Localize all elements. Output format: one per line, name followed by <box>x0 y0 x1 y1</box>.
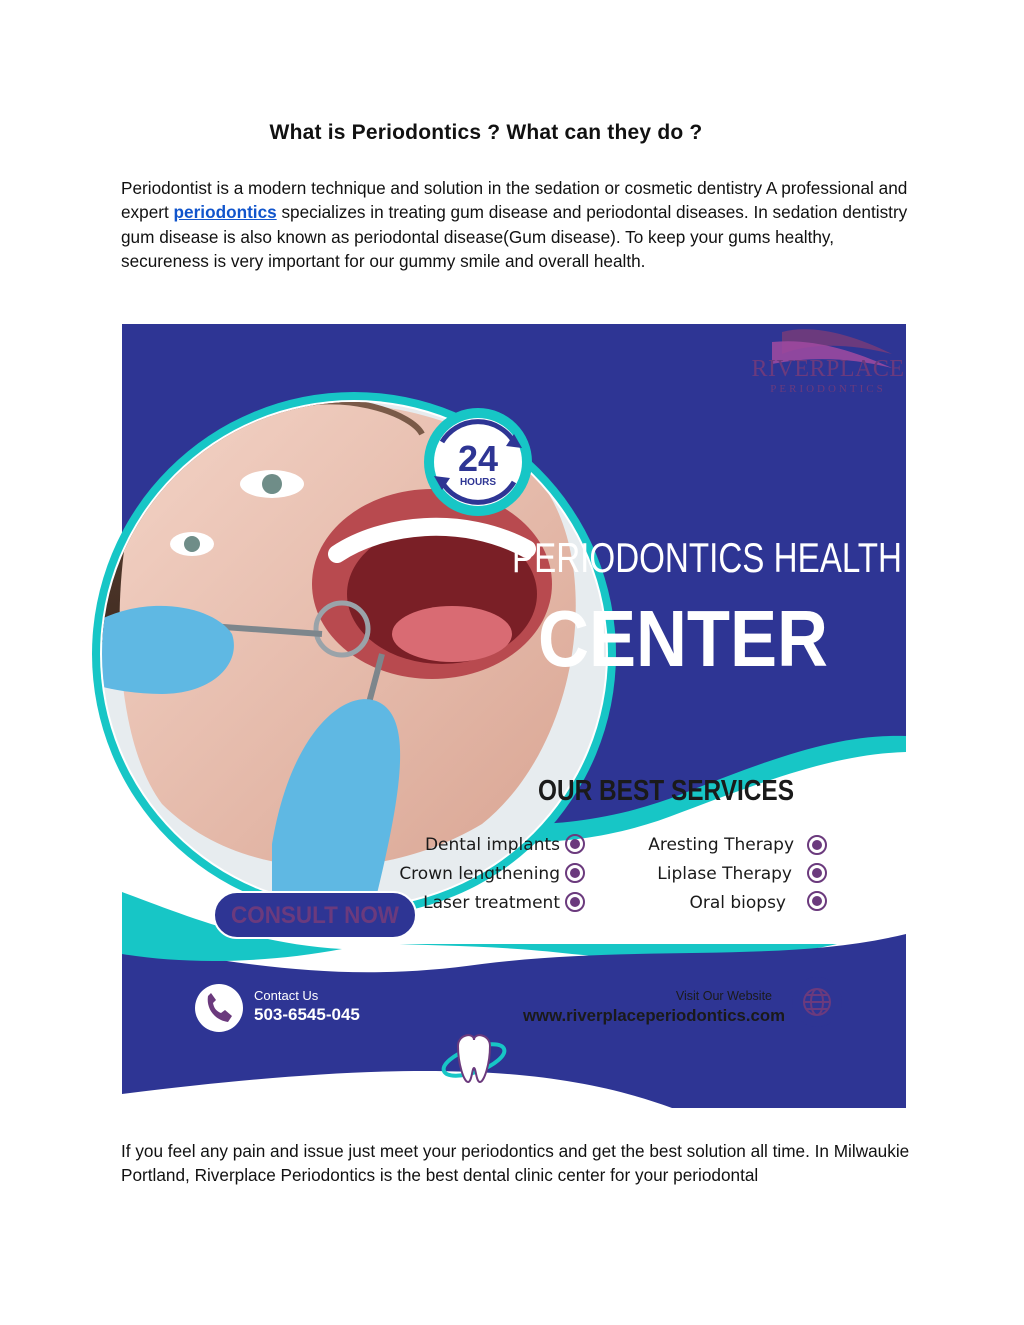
outro-paragraph: If you feel any pain and issue just meet your periodontics and get the best solution all time. In Milwaukie Portland, Riverplace Periodontics is the best dental clinic center for your periodontal <box>121 1141 910 1186</box>
badge-number: 24 <box>457 438 499 479</box>
logo-wordmark: RIVERPLACE <box>751 356 905 382</box>
headline-line1: PERIODONTICS HEALTH <box>512 534 902 581</box>
intro-paragraph <box>121 176 911 274</box>
service-item: Laser treatment <box>423 893 560 913</box>
banner-graphic <box>122 324 906 1108</box>
intro-text-end: specializes in treating gum disease and periodontal diseases. In sedation dentistry gum disease is also known as periodontal disease(Gum disease). To keep your gums healthy, secureness is very important for our gummy smile and overall health. <box>121 202 908 272</box>
website-label: Visit Our Website <box>675 989 772 1003</box>
radio-dot <box>570 868 580 878</box>
services-title: OUR BEST SERVICES <box>538 775 794 807</box>
headline-line2: CENTER <box>538 594 828 683</box>
badge-unit: HOURS <box>459 477 497 488</box>
radio-dot <box>812 840 822 850</box>
periodontics-banner <box>122 324 906 1108</box>
contact-phone[interactable]: 503-6545-045 <box>254 1005 360 1024</box>
service-item: Crown lengthening <box>399 864 560 884</box>
24-hours-badge <box>424 408 532 516</box>
logo-subtitle: PERIODONTICS <box>770 383 886 395</box>
services-left-column <box>399 835 584 913</box>
periodontics-link[interactable]: periodontics <box>173 202 277 223</box>
page-title: What is Periodontics ? What can they do ? <box>269 121 703 144</box>
radio-dot <box>570 897 580 907</box>
service-item: Aresting Therapy <box>648 835 794 855</box>
radio-dot <box>812 868 822 878</box>
radio-dot <box>570 839 580 849</box>
consult-now-label: CONSULT NOW <box>231 902 400 929</box>
intro-text-start: Periodontist is a modern technique and solution in the sedation or cosmetic dentistry A professional and expert <box>121 178 908 223</box>
contact-label: Contact Us <box>254 988 319 1003</box>
phone-icon-circle <box>195 984 243 1032</box>
service-item: Dental implants <box>424 835 560 855</box>
service-item: Oral biopsy <box>689 893 786 913</box>
service-item: Liplase Therapy <box>657 864 792 884</box>
radio-dot <box>812 896 822 906</box>
consult-now-button[interactable] <box>214 892 416 938</box>
website-url[interactable]: www.riverplaceperiodontics.com <box>522 1006 785 1025</box>
